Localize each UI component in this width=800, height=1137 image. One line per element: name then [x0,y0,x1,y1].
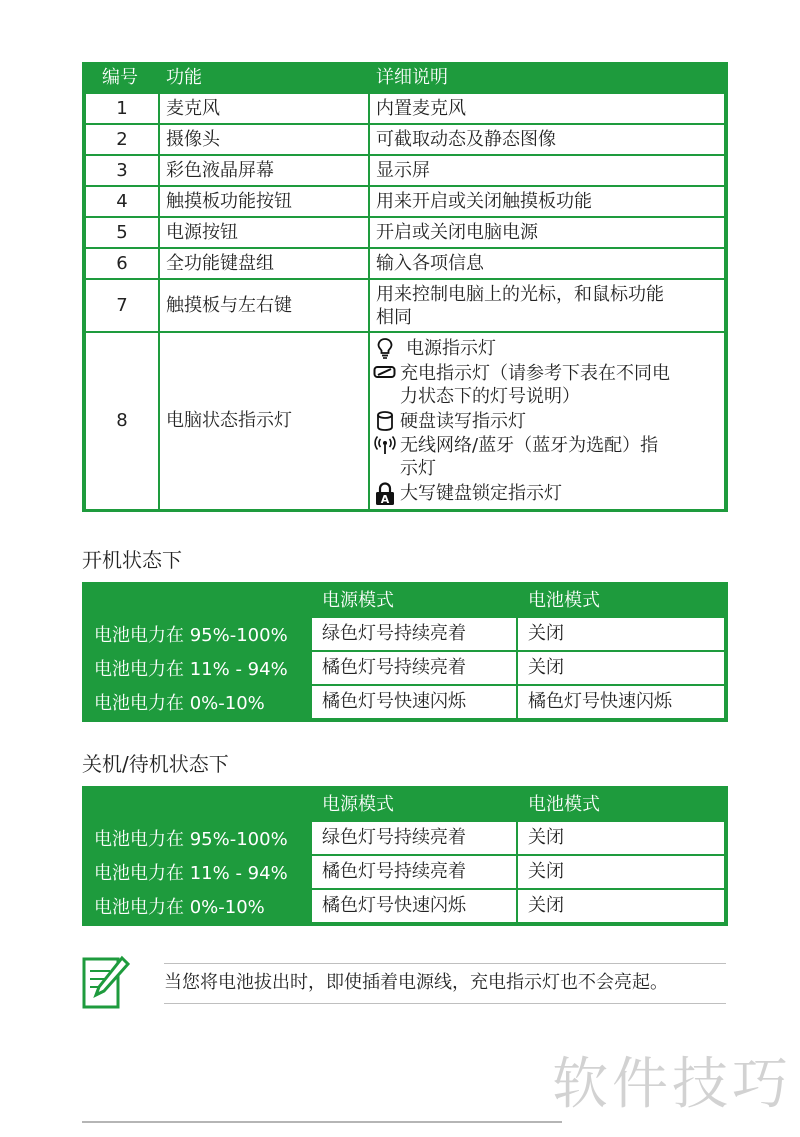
status-charge-label: 充电指示灯（请参考下表在不同电 [400,363,670,384]
power-on-row-1-label: 电池电力在 95%-100% [94,625,288,646]
row-7-number: 7 [86,280,158,331]
footer-rule [82,1121,562,1123]
power-off-row-3-label: 电池电力在 0%-10% [94,897,265,918]
power-on-title: 开机状态下 [82,548,182,572]
row-8-description [370,333,724,509]
power-off-header-battery: 电池模式 [528,794,600,815]
row-5-function: 电源按钮 [160,218,368,247]
status-item-caps [370,482,724,506]
status-item-charge [370,362,724,408]
svg-text:A: A [380,493,390,506]
row-6-number: 6 [86,249,158,278]
power-on-row-2-ac: 橘色灯号持续亮着 [312,652,516,684]
status-item-wireless [370,434,724,480]
power-on-table [82,582,728,722]
row-3-function: 彩色液晶屏幕 [160,156,368,185]
power-off-row-1-label: 电池电力在 95%-100% [94,829,288,850]
power-off-title: 关机/待机状态下 [82,752,229,776]
power-on-row-3-ac: 橘色灯号快速闪烁 [312,686,516,718]
note-divider-top [164,963,726,964]
power-on-row-2-battery: 关闭 [518,652,724,684]
power-off-row-2-battery: 关闭 [518,856,724,888]
header-description: 详细说明 [376,67,448,88]
row-5-description: 开启或关闭电脑电源 [370,218,724,247]
status-item-power [370,337,724,361]
note-divider-bottom [164,1003,726,1004]
row-3-number: 3 [86,156,158,185]
header-number: 编号 [102,67,138,88]
note-text: 当您将电池拔出时，即使插着电源线，充电指示灯也不会亮起。 [164,972,668,993]
row-4-function: 触摸板功能按钮 [160,187,368,216]
header-function: 功能 [166,67,202,88]
row-7-description-line: 用来控制电脑上的光标，和鼠标功能 [376,283,664,305]
power-off-table [82,786,728,926]
power-off-row-2-ac: 橘色灯号持续亮着 [312,856,516,888]
row-7-function: 触摸板与左右键 [160,280,368,331]
row-4-number: 4 [86,187,158,216]
row-5-number: 5 [86,218,158,247]
status-wireless-label: 无线网络/蓝牙（蓝牙为选配）指 [400,435,659,456]
status-indicator-list [370,333,724,509]
status-hdd-label: 硬盘读写指示灯 [400,411,526,432]
power-on-row-2-label: 电池电力在 11% - 94% [94,659,288,680]
power-on-header-ac: 电源模式 [322,590,394,611]
power-off-row-1-battery: 关闭 [518,822,724,854]
row-8-number: 8 [86,333,158,509]
power-on-header-battery: 电池模式 [528,590,600,611]
wireless-icon [370,434,400,458]
row-2-description: 可截取动态及静态图像 [370,125,724,154]
power-off-row-2-label: 电池电力在 11% - 94% [94,863,288,884]
row-1-description: 内置麦克风 [370,94,724,123]
power-on-row-1-ac: 绿色灯号持续亮着 [312,618,516,650]
row-1-function: 麦克风 [160,94,368,123]
bulb-icon [370,337,400,361]
row-6-function: 全功能键盘组 [160,249,368,278]
power-off-row-3-battery: 关闭 [518,890,724,922]
hard-disk-icon [370,410,400,434]
note-pencil-icon [82,955,130,1011]
row-4-description: 用来开启或关闭触摸板功能 [370,187,724,216]
feature-table [82,62,728,512]
status-caps-label: 大写键盘锁定指示灯 [400,483,562,504]
status-wireless-label: 示灯 [400,458,436,479]
power-on-row-3-label: 电池电力在 0%-10% [94,693,265,714]
row-7-description [370,280,724,331]
row-6-description: 输入各项信息 [370,249,724,278]
battery-charge-icon [370,362,400,386]
row-8-function: 电脑状态指示灯 [160,333,368,509]
row-2-function: 摄像头 [160,125,368,154]
caps-lock-icon [370,482,400,506]
status-charge-label: 力状态下的灯号说明） [400,386,580,407]
power-on-row-1-battery: 关闭 [518,618,724,650]
power-on-row-3-battery: 橘色灯号快速闪烁 [518,686,724,718]
status-item-hdd [370,410,724,434]
watermark: 软件技巧 [552,1052,792,1117]
power-off-row-1-ac: 绿色灯号持续亮着 [312,822,516,854]
status-power-label: 电源指示灯 [406,338,496,359]
row-7-description-line: 相同 [376,306,412,328]
row-3-description: 显示屏 [370,156,724,185]
row-1-number: 1 [86,94,158,123]
power-off-header-ac: 电源模式 [322,794,394,815]
row-2-number: 2 [86,125,158,154]
power-off-row-3-ac: 橘色灯号快速闪烁 [312,890,516,922]
